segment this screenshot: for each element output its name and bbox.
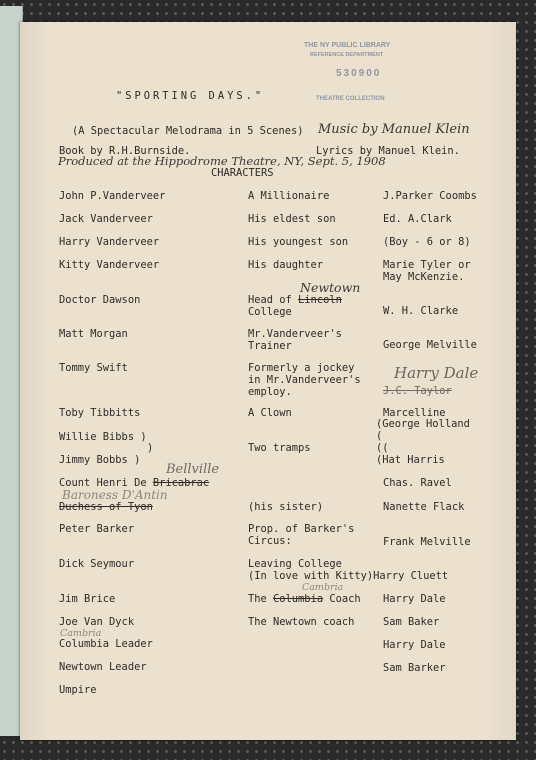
cast-name: Peter Barker bbox=[59, 523, 135, 535]
cast-actor: Marie Tyler or bbox=[383, 259, 471, 271]
annotation-produced: Produced at the Hippodrome Theatre, NY, Sept. 5, 1908 bbox=[58, 154, 386, 168]
cast-actor-struck: J.C. Taylor bbox=[383, 385, 452, 397]
cast-name: Tommy Swift bbox=[59, 362, 128, 374]
actor-correction-note: Harry Dale bbox=[394, 364, 479, 382]
cast-name: John P.Vanderveer bbox=[59, 190, 166, 202]
cast-role: Two tramps bbox=[248, 442, 311, 454]
cast-role: Formerly a jockey bbox=[248, 362, 355, 374]
cast-role-line2: Trainer bbox=[248, 340, 292, 352]
cast-name: Joe Van Dyck bbox=[59, 616, 135, 628]
cast-actor: (Boy - 6 or 8) bbox=[383, 236, 471, 248]
cast-role: His daughter bbox=[248, 259, 324, 271]
cast-role-line2: College bbox=[248, 306, 292, 318]
name-correction-note: Bellville bbox=[166, 462, 220, 477]
name-correction-note: Baroness D'Antin bbox=[62, 488, 168, 502]
cast-actor: George Melville bbox=[383, 339, 477, 351]
cast-name: Kitty Vanderveer bbox=[59, 259, 160, 271]
cast-role: A Millionaire bbox=[248, 190, 330, 202]
cast-role: The Newtown coach bbox=[248, 616, 355, 628]
cast-role: Head of Lincoln bbox=[248, 294, 342, 306]
cast-actor: (Hat Harris bbox=[376, 454, 445, 466]
cast-role: His youngest son bbox=[248, 236, 349, 248]
document-page bbox=[20, 22, 516, 740]
cast-name: Jim Brice bbox=[59, 593, 116, 605]
library-stamp-number: 530900 bbox=[336, 68, 382, 79]
cast-name: Count Henri De Bricabrac bbox=[59, 477, 210, 489]
struck-text: Columbia bbox=[273, 593, 324, 605]
cast-name: Newtown Leader bbox=[59, 661, 147, 673]
book-by: Book by R.H.Burnside. bbox=[59, 145, 191, 157]
struck-text: Lincoln bbox=[298, 294, 342, 306]
name-correction-note: Cambria bbox=[60, 628, 102, 639]
cast-name: Umpire bbox=[59, 684, 97, 696]
cast-role: The Columbia Coach bbox=[248, 593, 361, 605]
cast-name: Toby Tibbitts bbox=[59, 407, 141, 419]
cast-role: Prop. of Barker's bbox=[248, 523, 355, 535]
cast-name: Matt Morgan bbox=[59, 328, 128, 340]
library-stamp-line3: THEATRE COLLECTION bbox=[316, 96, 385, 102]
cast-role-line3: employ. bbox=[248, 386, 292, 398]
cast-name: Columbia Leader bbox=[59, 638, 153, 650]
cast-role: His eldest son bbox=[248, 213, 336, 225]
cast-name: Dick Seymour bbox=[59, 558, 135, 570]
cast-actor: W. H. Clarke bbox=[383, 305, 459, 317]
cast-actor-brace: ( bbox=[376, 430, 383, 442]
cast-actor: Sam Barker bbox=[383, 662, 446, 674]
cast-actor: Marcelline bbox=[383, 407, 446, 419]
cast-name: Doctor Dawson bbox=[59, 294, 141, 306]
annotation-music-by: Music by Manuel Klein bbox=[318, 122, 470, 137]
cast-actor: Frank Melville bbox=[383, 536, 471, 548]
library-stamp-line1: THE NY PUBLIC LIBRARY bbox=[304, 42, 391, 49]
cast-actor: J.Parker Coombs bbox=[383, 190, 477, 202]
role-correction-note: Cambria bbox=[302, 582, 344, 593]
cast-role: Mr.Vanderveer's bbox=[248, 328, 342, 340]
cast-name: Harry Vanderveer bbox=[59, 236, 160, 248]
cast-actor-brace: (George Holland bbox=[376, 418, 470, 430]
characters-heading: CHARACTERS bbox=[211, 167, 274, 179]
cast-actor: Harry Dale bbox=[383, 593, 446, 605]
cast-name: Willie Bibbs ) bbox=[59, 431, 147, 443]
play-title: "SPORTING DAYS." bbox=[116, 90, 265, 102]
cast-actor-brace: (( bbox=[376, 442, 389, 454]
cast-actor: Harry Dale bbox=[383, 639, 446, 651]
cast-role: A Clown bbox=[248, 407, 292, 419]
cast-actor: Chas. Ravel bbox=[383, 477, 452, 489]
lyrics-by: Lyrics by Manuel Klein. bbox=[316, 145, 460, 157]
cast-actor-alt: May McKenzie. bbox=[383, 271, 465, 283]
cast-actor: Ed. A.Clark bbox=[383, 213, 452, 225]
cast-name: Jack Vanderveer bbox=[59, 213, 153, 225]
cast-actor: Sam Baker bbox=[383, 616, 440, 628]
cast-role: Leaving College bbox=[248, 558, 342, 570]
cast-name: Jimmy Bobbs ) bbox=[59, 454, 141, 466]
cast-role-line2: (In love with Kitty)Harry Cluett bbox=[248, 570, 449, 582]
cast-actor: Nanette Flack bbox=[383, 501, 465, 513]
library-stamp-line2: REFERENCE DEPARTMENT bbox=[310, 52, 384, 58]
cast-role: (his sister) bbox=[248, 501, 324, 513]
struck-text: Bricabrac bbox=[152, 477, 210, 489]
subtitle: (A Spectacular Melodrama in 5 Scenes) bbox=[72, 125, 304, 137]
cast-role-line2: Circus: bbox=[248, 535, 292, 547]
role-correction-note: Newtown bbox=[300, 280, 361, 295]
cast-brace: ) bbox=[147, 442, 154, 454]
cast-name-struck: Duchess of Tyon bbox=[59, 501, 153, 513]
cast-role-line2: in Mr.Vanderveer's bbox=[248, 374, 361, 386]
